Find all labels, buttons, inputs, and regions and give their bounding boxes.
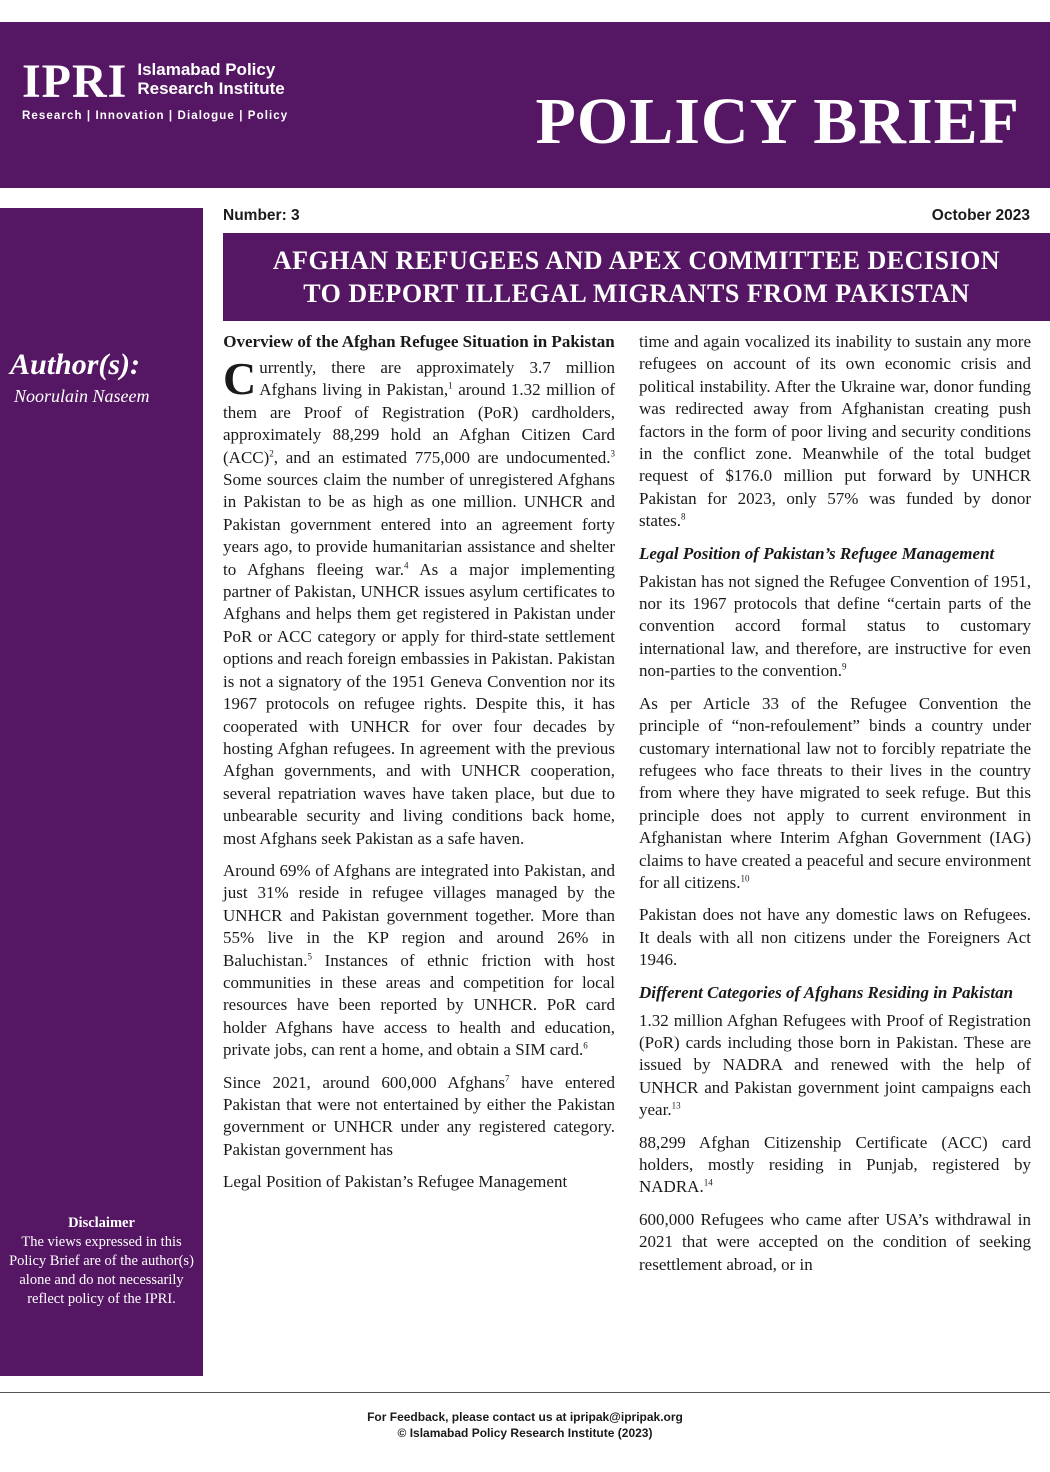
trailing-line: Legal Position of Pakistan’s Refugee Management (223, 1172, 568, 1192)
logo-mark: IPRI (22, 55, 128, 108)
text-run: , and an estimated 775,000 are undocumented. (273, 447, 611, 467)
disclaimer (6, 1214, 197, 1309)
logo-name-line1: Islamabad Policy (137, 60, 276, 79)
section-heading-categories: Different Categories of Afghans Residing in Pakistan (639, 982, 1014, 1002)
paragraph (639, 1010, 1031, 1122)
paragraph (639, 331, 1031, 533)
logo-name-line2: Research Institute (137, 79, 285, 98)
issue-number: Number: 3 (223, 207, 300, 224)
paragraph (223, 860, 615, 1062)
issue-date: October 2023 (931, 207, 1030, 224)
policy-brief-title: POLICY BRIEF (535, 85, 1020, 158)
footnote-ref: 7 (504, 1072, 510, 1083)
text-run: Some sources claim the number of unregistered Afghans in Pakistan to be as high as one million. UNHCR and Pakistan government entered into an agreement forty years ago, to provide humanitarian assistance and shelter to Afghans fleeing war. (223, 470, 615, 579)
header-banner (0, 22, 1050, 188)
title-line1: AFGHAN REFUGEES AND APEX COMMITTEE DECISION (272, 246, 1001, 275)
paragraph (223, 1072, 615, 1162)
document-title (223, 233, 1050, 321)
paragraph (223, 353, 616, 850)
footnote-ref: 4 (404, 560, 409, 570)
paragraph (639, 571, 1031, 683)
title-line2: TO DEPORT ILLEGAL MIGRANTS FROM PAKISTAN (303, 279, 970, 308)
text-run: As a major implementing partner of Pakistan, UNHCR issues asylum certificates to Afghans and helps them get registered in Pakistan under PoR or ACC category or apply for third-state settlement options and reach foreign embassies in Pakistan. Pakistan is not a signatory of the 1951 Geneva Convention nor its 1967 protocols on refugee rights. Despite this, it has cooperated with UNHCR for over four decades by hosting Afghan refugees. In agreement with the previous Afghan governments, and with UNHCR cooperation, several repatriation waves have taken place, but due to unbearable security and living conditions back home, most Afghans seek Pakistan as a safe haven. (223, 559, 615, 848)
footnote-ref: 6 (583, 1040, 588, 1051)
ipri-logo (22, 55, 289, 122)
logo-tagline: Research | Innovation | Dialogue | Policy (22, 110, 289, 122)
paragraph (639, 693, 1031, 895)
text-run: have entered Pakistan that were not entertained by either the Pakistan government or UNHCR under any registered category. Pakistan government has (223, 1072, 615, 1159)
footnote-ref: 2 (269, 447, 274, 458)
text-run: time and again vocalized its inability to sustain any more refugees on account of its own economic crisis and political instability. After the Ukraine war, donor funding was redirected away from Afghanistan creating push factors in the form of poor living and security conditions in the conflict zone. Meanwhile of the total budget request of $176.0 million put forward by UNHCR Pakistan for 2023, only 57% was funded by donor states. (639, 332, 1031, 531)
title-text (273, 244, 1000, 310)
disclaimer-title: Disclaimer (68, 1215, 135, 1231)
footnote-ref: 9 (842, 661, 847, 672)
footnote-ref: 13 (671, 1100, 681, 1111)
footnote-ref: 14 (703, 1177, 713, 1188)
column-right (639, 331, 1031, 1286)
paragraph: Pakistan does not have any domestic laws on Refugees. It deals with all non citizens under the Foreigners Act 1946. (639, 905, 1031, 970)
paragraph: 600,000 Refugees who came after USA’s withdrawal in 2021 that were accepted on the condition of seeking resettlement abroad, or in (639, 1209, 1031, 1274)
footer-divider (0, 1392, 1050, 1393)
text-run: 88,299 Afghan Citizenship Certificate (ACC) card holders, mostly residing in Punjab, registered by NADRA. (639, 1132, 1031, 1197)
footnote-ref: 3 (610, 447, 615, 458)
footer (0, 1409, 1050, 1441)
text-run: around 1.32 million of them are Proof of Registration (PoR) cardholders, approximately 88,299 hold an Afghan Citizen Card (ACC) (223, 380, 616, 467)
footnote-ref: 10 (740, 873, 750, 884)
footnote-ref: 1 (448, 380, 453, 391)
disclaimer-text: The views expressed in this Policy Brief are of the author(s) alone and do not necessarily reflect policy of the IPRI. (9, 1234, 194, 1307)
text-run: Around 69% of Afghans are integrated into Pakistan, and just 31% reside in refugee villages managed by the UNHCR and Pakistan government together. More than 55% live in the KP region and around 26% in Baluchistan. (223, 860, 615, 970)
section-heading-legal-position: Legal Position of Pakistan’s Refugee Management (639, 543, 995, 563)
footnote-ref: 8 (681, 511, 686, 522)
text-run: As per Article 33 of the Refugee Convention the principle of “non-refoulement” binds a country under customary international law not to forcibly repatriate the refugees who face threats to their lives in the country from where they have migrated to seek refuge. But this principle does not apply to current environment in Afghanistan where Interim Afghan Government (IAG) claims to have created a peaceful and secure environment for all citizens. (639, 693, 1031, 892)
section-heading-overview: Overview of the Afghan Refugee Situation in Pakistan (223, 332, 615, 351)
sidebar (0, 208, 203, 1376)
text-run: urrently, there are approximately 3.7 million Afghans living in Pakistan, (259, 358, 615, 400)
logo-name (137, 60, 284, 98)
author-name: Noorulain Naseem (14, 386, 150, 406)
text-run: 1.32 million Afghan Refugees with Proof of Registration (PoR) cards including those born in Pakistan. These are issued by NADRA and renewed with the help of UNHCR and Pakistan government joint campaigns each year. (639, 1010, 1031, 1120)
copyright-line: © Islamabad Policy Research Institute (2023) (397, 1426, 653, 1440)
text-run: Pakistan has not signed the Refugee Convention of 1951, nor its 1967 protocols that define “certain parts of the convention accord formal status to customary international law, and therefore, are instructive for even non-parties to the convention. (639, 571, 1031, 681)
author-label: Author(s): (10, 348, 141, 381)
paragraph (639, 1132, 1031, 1199)
text-run: Since 2021, around 600,000 Afghans (223, 1072, 505, 1092)
footnote-ref: 5 (307, 950, 313, 961)
column-left (223, 331, 615, 1204)
feedback-line: For Feedback, please contact us at ipripak@ipripak.org (367, 1410, 683, 1424)
drop-cap: C (223, 353, 257, 404)
text-run: Instances of ethnic friction with host communities in these areas and competition for local resources have been reported by UNHCR. PoR card holder Afghans have access to health and education, private jobs, can rent a home, and obtain a SIM card. (223, 950, 615, 1060)
